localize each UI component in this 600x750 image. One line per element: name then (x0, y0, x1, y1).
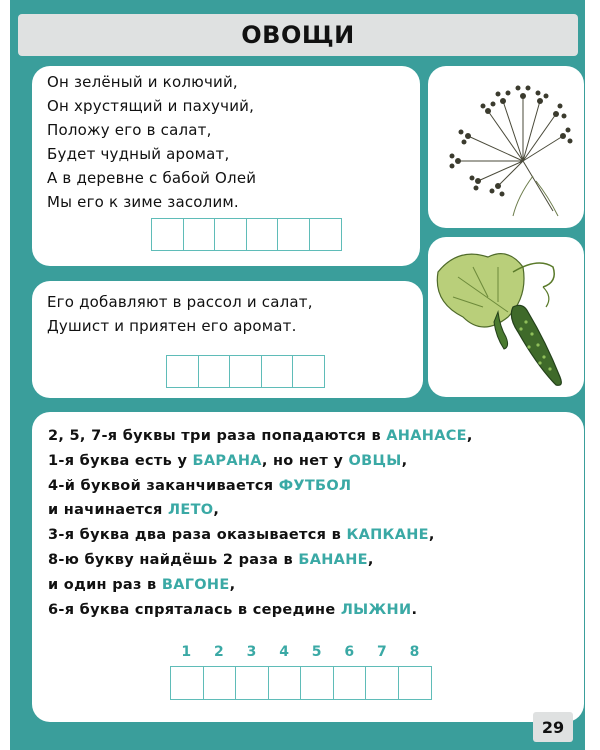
letter-position-numbers (170, 644, 431, 660)
position-number: 8 (409, 644, 420, 660)
page-title: ОВОЩИ (241, 21, 355, 49)
position-number: 1 (181, 644, 192, 660)
answer-box[interactable] (203, 666, 237, 700)
puzzle-line: и один раз в ВАГОНЕ, (48, 576, 236, 593)
puzzle-line: 8-ю букву найдёшь 2 раза в БАНАНЕ, (48, 551, 374, 568)
riddle-2-answer-boxes (166, 355, 324, 388)
answer-box[interactable] (300, 666, 334, 700)
answer-box[interactable] (170, 666, 204, 700)
answer-box[interactable] (214, 218, 247, 251)
header-bar (18, 14, 578, 56)
cucumber-icon (428, 237, 584, 397)
answer-box[interactable] (183, 218, 216, 251)
position-number: 5 (311, 644, 322, 660)
answer-box[interactable] (333, 666, 367, 700)
answer-box[interactable] (246, 218, 279, 251)
position-number: 4 (279, 644, 289, 660)
position-number: 6 (344, 644, 355, 660)
puzzle-line: 6-я буква спряталась в середине ЛЫЖНИ. (48, 601, 418, 618)
puzzle-answer-boxes (170, 666, 430, 700)
riddle-1-answer-boxes (151, 218, 340, 251)
position-number: 7 (376, 644, 387, 660)
dill-image-card (428, 66, 584, 228)
answer-box[interactable] (261, 355, 294, 388)
riddle-card-2 (32, 281, 423, 398)
riddle-1-text: Он зелёный и колючий, Он хрустящий и пахучий, Положу его в салат, Будет чудный аромат, А в деревне с бабой Олей Мы его к зиме засолим. (47, 73, 257, 211)
puzzle-line: 1-я буква есть у БАРАНА, но нет у ОВЦЫ, (48, 452, 408, 469)
page-number: 29 (533, 712, 573, 742)
puzzle-line: 4-й буквой заканчивается ФУТБОЛ (48, 477, 352, 494)
answer-box[interactable] (277, 218, 310, 251)
puzzle-line: 3-я буква два раза оказывается в КАПКАНЕ, (48, 527, 435, 544)
answer-box[interactable] (268, 666, 302, 700)
cucumber-image-card (428, 237, 584, 397)
dill-icon (428, 66, 584, 228)
answer-box[interactable] (229, 355, 262, 388)
riddle-2-text: Его добавляют в рассол и салат, Душист и приятен его аромат. (47, 293, 313, 335)
riddle-card-1 (32, 66, 420, 266)
answer-box[interactable] (309, 218, 342, 251)
answer-box[interactable] (235, 666, 269, 700)
position-number: 3 (246, 644, 257, 660)
letter-puzzle-card (32, 412, 584, 722)
answer-box[interactable] (198, 355, 231, 388)
answer-box[interactable] (151, 218, 184, 251)
puzzle-line: 2, 5, 7-я буквы три раза попадаются в АНАНАСЕ, (48, 428, 473, 444)
position-number: 2 (214, 644, 224, 660)
answer-box[interactable] (365, 666, 399, 700)
answer-box[interactable] (166, 355, 199, 388)
answer-box[interactable] (398, 666, 432, 700)
puzzle-line: и начинается ЛЕТО, (48, 502, 220, 519)
answer-box[interactable] (292, 355, 325, 388)
puzzle-clues (48, 424, 473, 622)
